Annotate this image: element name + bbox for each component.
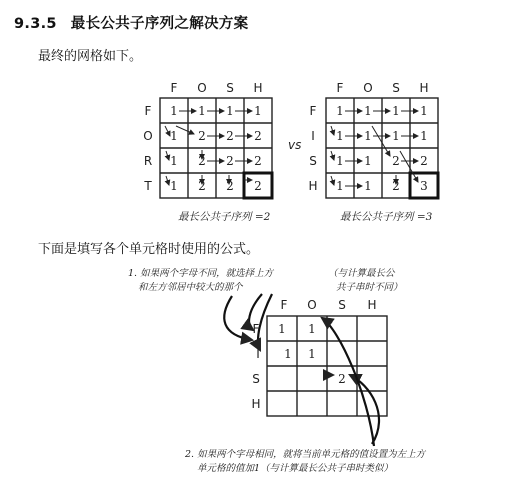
left-cell: 2	[198, 129, 206, 143]
rule2-line2: 单元格的值加1（与计算最长公共子串时类似）	[197, 463, 394, 474]
right-cell: 2	[392, 179, 400, 193]
right-cell: 1	[420, 129, 428, 143]
left-cell: 1	[226, 104, 234, 118]
left-lcs-grid	[143, 81, 272, 223]
rule1-aside-line2: 共子串时不同）	[336, 282, 403, 293]
right-cell: 1	[364, 179, 372, 193]
left-cell: 2	[226, 154, 234, 168]
right-row-label: S	[309, 154, 317, 168]
left-cell: 1	[170, 129, 178, 143]
right-col-label: H	[419, 81, 429, 95]
left-cell: 2	[198, 154, 206, 168]
left-cell: 2	[198, 179, 206, 193]
right-col-label: S	[392, 81, 400, 95]
left-caption: 最长公共子序列 =2	[178, 211, 271, 223]
right-caption: 最长公共子序列 =3	[340, 211, 433, 223]
formula-row-label: F	[252, 322, 260, 336]
left-col-label: F	[170, 81, 178, 95]
rule1-line2: 和左方邻居中较大的那个	[138, 282, 243, 293]
formula-col-label: F	[280, 298, 288, 312]
right-lcs-grid	[308, 81, 438, 223]
right-row-label: F	[309, 104, 317, 118]
formula-grid	[251, 298, 387, 416]
formula-cell: 1	[308, 347, 316, 361]
right-cell: 1	[336, 129, 344, 143]
formula-col-label: H	[367, 298, 377, 312]
right-cell: 1	[420, 104, 428, 118]
rule1-line1: 1. 如果两个字母不同，就选择上方	[128, 268, 274, 279]
left-cell: 1	[170, 179, 178, 193]
formula-row-label: H	[251, 397, 261, 411]
right-col-label: O	[363, 81, 373, 95]
right-cell: 1	[392, 104, 400, 118]
left-cell: 2	[254, 179, 262, 193]
left-col-label: S	[226, 81, 234, 95]
formula-arrows	[224, 294, 379, 446]
right-cell: 1	[364, 129, 372, 143]
formula-cell: 1	[308, 322, 316, 336]
formula-cell: 2	[338, 372, 346, 386]
left-row-label: F	[144, 104, 152, 118]
left-cell: 2	[254, 154, 262, 168]
rule1-aside-line1: （与计算最长公	[328, 268, 395, 279]
left-row-label: T	[144, 179, 152, 193]
formula-col-label: O	[307, 298, 317, 312]
right-cell: 1	[336, 154, 344, 168]
left-cell: 1	[254, 104, 262, 118]
formula-row-label: I	[256, 347, 260, 361]
left-col-label: H	[253, 81, 263, 95]
right-cell: 1	[336, 179, 344, 193]
right-cell: 1	[364, 104, 372, 118]
vs-label: vs	[288, 138, 302, 152]
right-row-label: H	[308, 179, 318, 193]
right-col-label: F	[336, 81, 344, 95]
right-cell: 1	[364, 154, 372, 168]
formula-cell: 1	[284, 347, 292, 361]
section-number: 9.3.5	[14, 16, 57, 32]
left-row-label: R	[143, 154, 153, 168]
formula-intro-text: 下面是填写各个单元格时使用的公式。	[38, 242, 260, 257]
right-cell: 1	[336, 104, 344, 118]
left-cell: 1	[198, 104, 206, 118]
right-cell: 2	[392, 154, 400, 168]
left-cell: 1	[170, 154, 178, 168]
formula-row-label: S	[252, 372, 260, 386]
intro-text: 最终的网格如下。	[38, 49, 143, 64]
left-col-label: O	[197, 81, 207, 95]
left-cell: 2	[254, 129, 262, 143]
left-cell: 2	[226, 179, 234, 193]
right-row-label: I	[311, 129, 315, 143]
formula-cell: 1	[278, 322, 286, 336]
formula-col-label: S	[338, 298, 346, 312]
right-cell: 3	[420, 179, 428, 193]
rule2-line1: 2. 如果两个字母相同，就将当前单元格的值设置为左上方	[185, 449, 426, 460]
left-cell: 1	[170, 104, 178, 118]
left-cell: 2	[226, 129, 234, 143]
right-cell: 1	[392, 129, 400, 143]
section-title: 最长公共子序列之解决方案	[70, 16, 249, 32]
left-row-label: O	[143, 129, 153, 143]
right-cell: 2	[420, 154, 428, 168]
